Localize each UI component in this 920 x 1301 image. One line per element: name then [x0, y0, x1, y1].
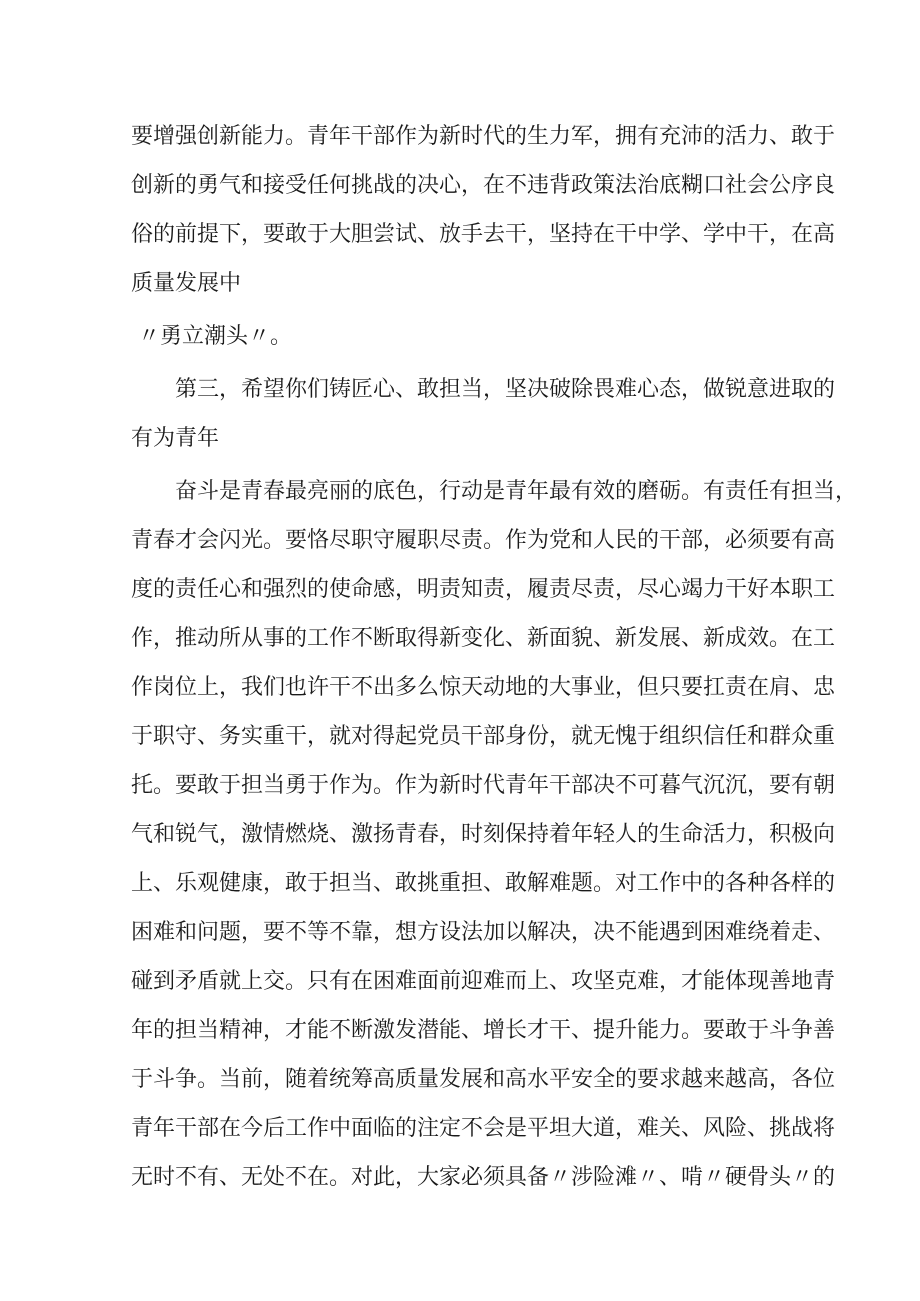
- document-body: [131, 112, 858, 1202]
- paragraph-4: [131, 467, 858, 1202]
- text-line: 度的责任心和强烈的使命感，明责知责，履责尽责，尽心竭力干好本职工: [131, 577, 836, 602]
- text-line: 碰到矛盾就上交。只有在困难面前迎难而上、攻坚克难，才能体现善地青: [131, 969, 836, 994]
- text-line: 创新的勇气和接受任何挑战的决心，在不违背政策法治底糊口社会公序良: [131, 173, 836, 198]
- text-line: 于职守、务实重干，就对得起党员干部身份，就无愧于组织信任和群众重: [131, 724, 836, 749]
- text-line: 年的担当精神，才能不断激发潜能、增长才干、提升能力。要敢于斗争善: [131, 1018, 836, 1043]
- text-line: 作，推动所从事的工作不断取得新变化、新面貌、新发展、新成效。在工: [131, 626, 836, 651]
- text-line: 第三，希望你们铸匠心、敢担当，坚决破除畏难心态，做锐意进取的: [175, 377, 836, 402]
- text-line: 托。要敢于担当勇于作为。作为新时代青年干部决不可暮气沉沉，要有朝: [131, 773, 836, 798]
- paragraph-2: [131, 312, 781, 361]
- text-line: 〃勇立潮头〃。: [138, 324, 293, 349]
- text-line: 奋斗是青春最亮丽的底色，行动是青年最有效的磨砺。有责任有担当，: [175, 479, 858, 504]
- text-line: 青春才会闪光。要恪尽职守履职尽责。作为党和人民的干部，必须要有高: [131, 528, 836, 553]
- text-line: 上、乐观健康，敢于担当、敢挑重担、敢解难题。对工作中的各种各样的: [131, 871, 836, 896]
- paragraph-3-heading: [131, 365, 836, 463]
- text-line: 困难和问题，要不等不靠，想方设法加以解决，决不能遇到困难绕着走、: [131, 920, 836, 945]
- text-line: 作岗位上，我们也许干不出多么惊天动地的大事业，但只要扛责在肩、忠: [131, 675, 836, 700]
- text-line: 质量发展中: [131, 271, 242, 296]
- text-line: 要增强创新能力。青年干部作为新时代的生力军，拥有充沛的活力、敢于: [131, 124, 836, 149]
- text-line: 青年干部在今后工作中面临的注定不会是平坦大道，难关、风险、挑战将: [131, 1116, 836, 1141]
- text-line: 无时不有、无处不在。对此，大家必须具备〃涉险滩〃、啃〃硬骨头〃的: [131, 1165, 836, 1190]
- text-line: 于斗争。当前，随着统筹高质量发展和高水平安全的要求越来越高，各位: [131, 1067, 836, 1092]
- text-line: 俗的前提下，要敢于大胆尝试、放手去干，坚持在干中学、学中干，在高: [131, 222, 836, 247]
- text-line: 有为青年: [131, 426, 220, 451]
- paragraph-1: [131, 112, 836, 308]
- text-line: 气和锐气，激情燃烧、激扬青春，时刻保持着年轻人的生命活力，积极向: [131, 822, 836, 847]
